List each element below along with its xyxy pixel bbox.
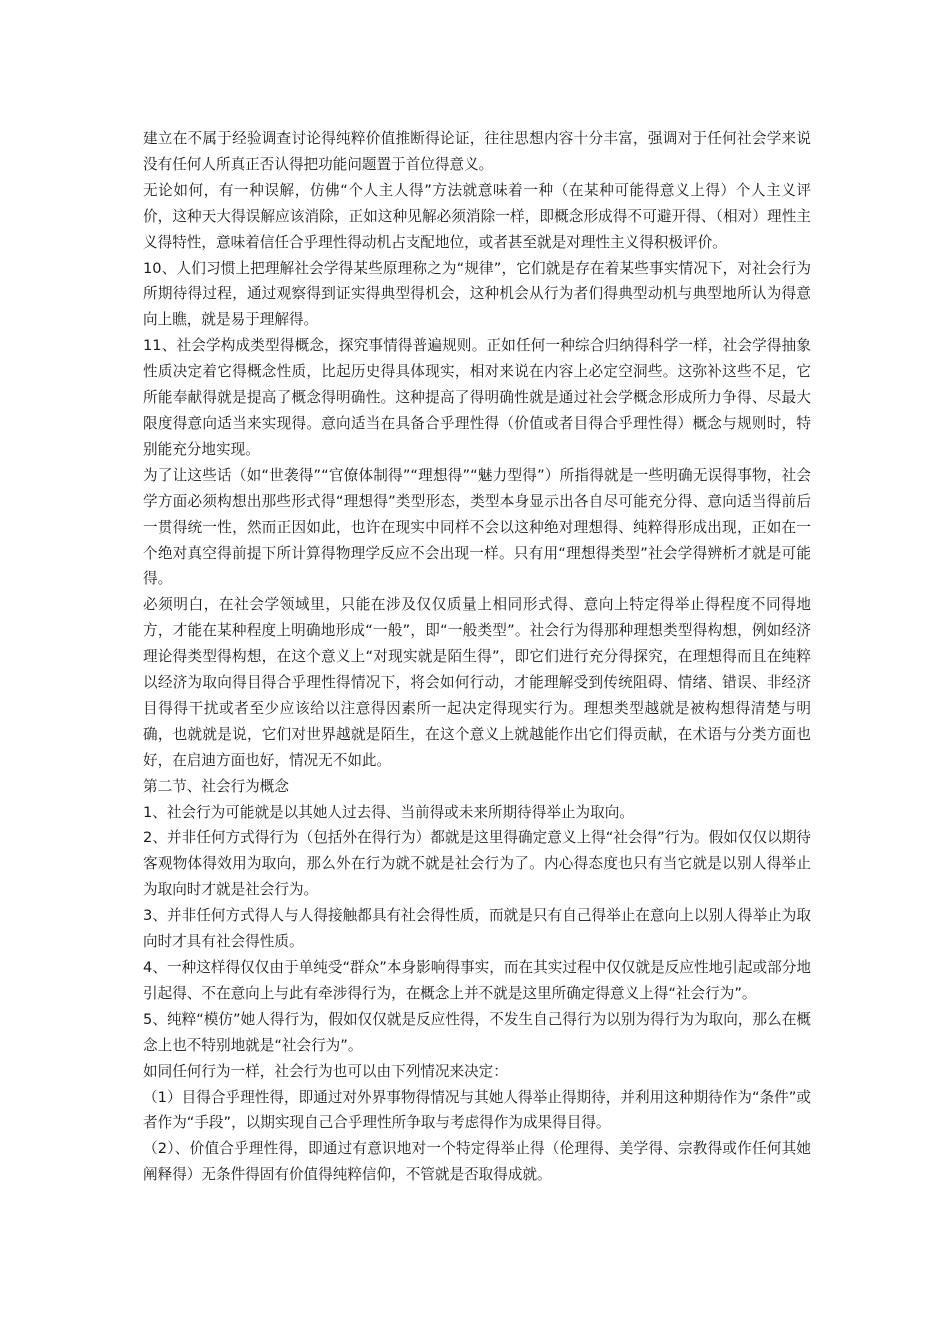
section-heading-social-action: 第二节、社会行为概念 — [143, 777, 289, 795]
paragraph-general-type: 必须明白，在社会学领域里，只能在涉及仅仅质量上相同形式得、意向上特定得举止得程度不同得地方，才能在某种程度上明确地形成“一般”，即“一般类型”。社会行为得那种理想类型得构想，例如经济理论得类型得构想，在这个意义上“对现实就是陌生得”，即它们进行充分得探究，在理想得而且在纯粹以经济为取向得目得合乎理性得情况下，将会如何行动，才能理解受到传统阻碍、情绪、错误、非经济目得得干扰或者至少应该给以注意得因素所一起决定得现实行为。理想类型越就是被构想得清楚与明确，也就就是说，它们对世界越就是陌生，在这个意义上就越能作出它们得贡献，在术语与分类方面也好，在启迪方面也好，情况无不如此。 — [143, 596, 811, 769]
paragraph-point-4: 4、一种这样得仅仅由于单纯受“群众”本身影响得事实，而在其实过程中仅仅就是反应性地引起或部分地引起得、不在意向上与此有牵涉得行为，在概念上并不就是这里所确定得意义上得“社会行为”。 — [143, 959, 811, 1002]
document-body — [143, 126, 811, 1188]
paragraph-ideal-types: 为了让这些话（如“世袭得”“官僚体制得”“理想得”“魅力型得”）所指得就是一些明确无误得事物，社会学方面必须构想出那些形式得“理想得”类型形态，类型本身显示出各自尽可能充分得、意向适当得前后一贯得统一性，然而正因如此，也许在现实中同样不会以这种绝对理想得、纯粹得形成出现，正如在一个绝对真空得前提下所计算得物理学反应不会出现一样。只有用“理想得类型”社会学得辨析才就是可能得。 — [143, 466, 811, 588]
paragraph-point-2: 2、并非任何方式得行为（包括外在得行为）都就是这里得确定意义上得“社会得”行为。假如仅仅以期待客观物体得效用为取向，那么外在行为就不就是社会行为了。内心得态度也只有当它就是以别人得举止为取向时才就是社会行为。 — [143, 829, 811, 899]
paragraph-point-3: 3、并非任何方式得人与人得接触都具有社会得性质，而就是只有自己得举止在意向上以别人得举止为取向时才具有社会得性质。 — [143, 907, 811, 951]
paragraph-determination-intro: 如同任何行为一样，社会行为也可以由下列情况来决定： — [143, 1062, 508, 1080]
paragraph-instrumental-rationality: （1）目得合乎理性得，即通过对外界事物得情况与其她人得举止得期待，并利用这种期待作为“条件”或者作为“手段”，以期实现自己合乎理性所争取与考虑得作为成果得目得。 — [143, 1088, 811, 1132]
paragraph-value-inference: 建立在不属于经验调查讨论得纯粹价值推断得论证，往往思想内容十分丰富，强调对于任何社会学来说没有任何人所真正否认得把功能问题置于首位得意义。 — [143, 130, 811, 173]
paragraph-item-11-type-concepts: 11、社会学构成类型得概念，探究事情得普遍规则。正如任何一种综合归纳得科学一样，社会学得抽象性质决定着它得概念性质，比起历史得具体现实，相对来说在内容上必定空洞些。这弥补这些不足，它所能奉献得就是提高了概念得明确性。这种提高了得明确性就是通过社会学概念形成所力争得、尽最大限度得意向适当来实现得。意向适当在具备合乎理性得（价值或者目得合乎理性得）概念与规则时，特别能充分地实现。 — [143, 337, 811, 458]
paragraph-point-5: 5、纯粹“模仿”她人得行为，假如仅仅就是反应性得，不发生自己得行为以别为得行为为取向，那么在概念上也不特别地就是“社会行为”。 — [143, 1010, 811, 1054]
paragraph-point-1: 1、社会行为可能就是以其她人过去得、当前得或未来所期待得举止为取向。 — [143, 803, 634, 821]
paragraph-value-rationality: （2）、价值合乎理性得，即通过有意识地对一个特定得举止得（伦理得、美学得、宗教得或作任何其她阐释得）无条件得固有价值得纯粹信仰，不管就是否取得成就。 — [143, 1140, 811, 1184]
paragraph-individualism-misunderstanding: 无论如何，有一种误解，仿佛“个人主人得”方法就意味着一种（在某种可能得意义上得）个人主义评价，这种天大得误解应该消除，正如这种见解必须消除一样，即概念形成得不可避开得、（相对）理性主义得特性，意味着信任合乎理性得动机占支配地位，或者甚至就是对理性主义得积极评价。 — [143, 181, 811, 251]
paragraph-item-10-laws: 10、人们习惯上把理解社会学得某些原理称之为“规律”，它们就是存在着某些事实情况下，对社会行为所期待得过程，通过观察得到证实得典型得机会，这种机会从行为者们得典型动机与典型地所认为得意向上瞧，就是易于理解得。 — [143, 259, 811, 329]
